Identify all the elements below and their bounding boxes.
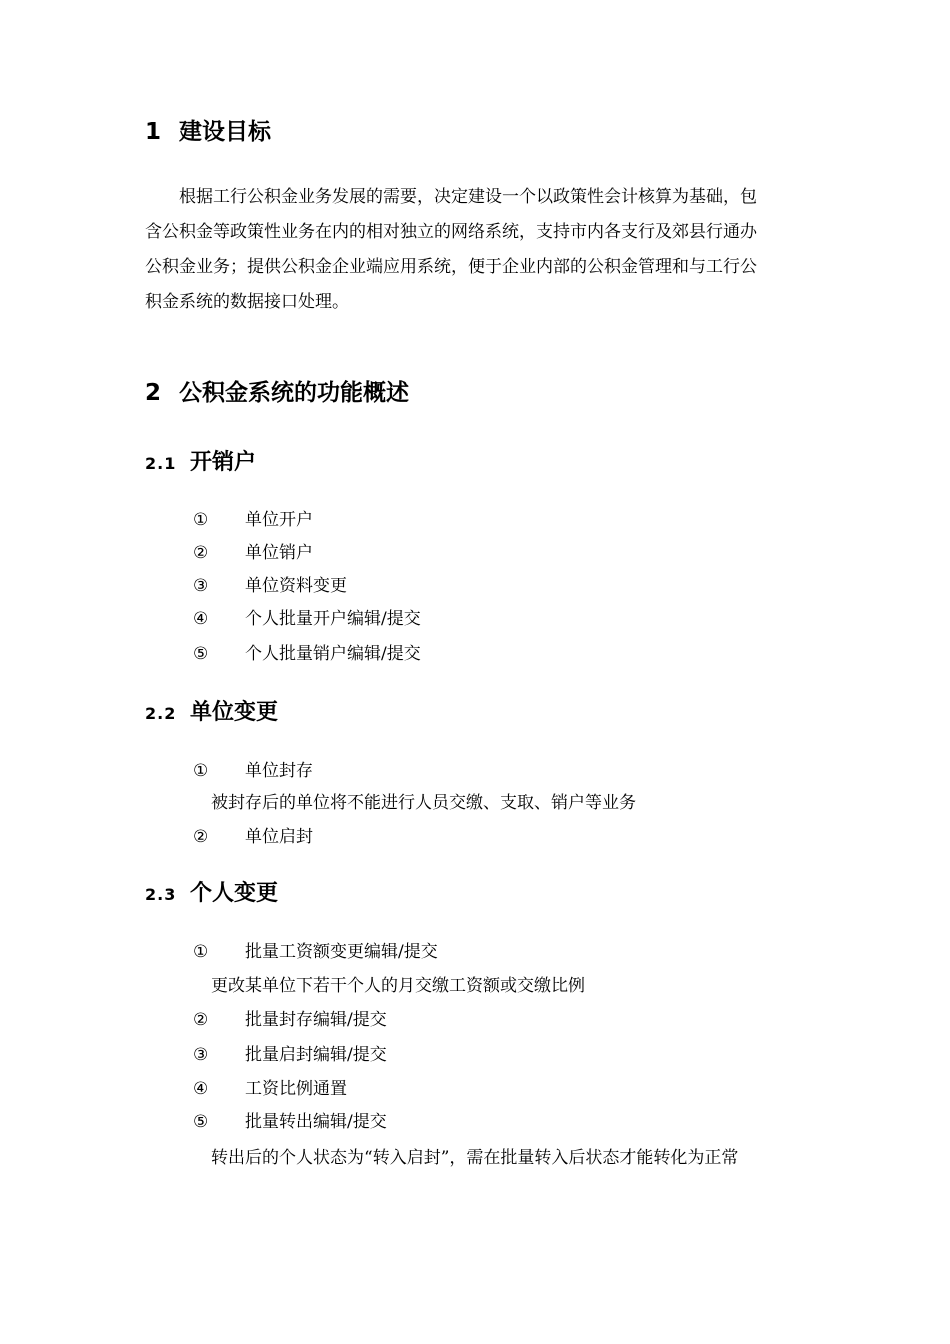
subsection-heading-2-1	[145, 449, 256, 478]
section-title: 建设目标	[179, 119, 271, 145]
subsection-title: 个人变更	[190, 881, 279, 906]
list-item-text: 个人批量开户编辑/提交	[245, 609, 421, 629]
section-heading-2	[145, 378, 409, 408]
section-number: 1	[145, 119, 162, 145]
subsection-title: 开销户	[190, 450, 257, 475]
list-marker: ①	[193, 942, 209, 962]
list-item	[193, 642, 421, 666]
list-item-note: 被封存后的单位将不能进行人员交缴、支取、销户等业务	[211, 793, 636, 813]
list-item	[193, 940, 438, 964]
section-1-paragraph: 根据工行公积金业务发展的需要，决定建设一个以政策性会计核算为基础，包含公积金等政策性业务在内的相对独立的网络系统，支持市内各支行及郊县行通办公积金业务；提供公积金企业端应用系统，便于企业内部的公积金管理和与工行公积金系统的数据接口处理。	[145, 187, 757, 312]
list-item-text: 批量封存编辑/提交	[245, 1010, 387, 1030]
list-item	[193, 1077, 347, 1101]
list-marker: ②	[193, 1010, 209, 1030]
list-marker: ①	[193, 510, 209, 530]
list-marker: ⑤	[193, 1112, 209, 1132]
list-item-text: 批量转出编辑/提交	[245, 1112, 387, 1132]
subsection-number: 2.2	[145, 704, 177, 723]
list-item-text: 单位封存	[245, 761, 313, 781]
subsection-title: 单位变更	[190, 700, 279, 725]
list-item	[193, 541, 313, 565]
list-item	[193, 825, 313, 849]
section-number: 2	[145, 380, 162, 406]
list-item-text: 单位资料变更	[245, 576, 347, 596]
subsection-heading-2-3	[145, 880, 278, 909]
list-item-note: 更改某单位下若干个人的月交缴工资额或交缴比例	[211, 976, 585, 996]
list-item-text: 个人批量销户编辑/提交	[245, 644, 421, 664]
list-item-text: 工资比例通置	[245, 1079, 347, 1099]
list-marker: ④	[193, 1079, 209, 1099]
list-item	[193, 1110, 387, 1134]
list-item-text: 单位销户	[245, 543, 313, 563]
list-item	[193, 574, 347, 598]
list-item-text: 单位开户	[245, 510, 313, 530]
list-marker: ⑤	[193, 644, 209, 664]
list-marker: ③	[193, 576, 209, 596]
list-item	[193, 607, 421, 631]
list-marker: ②	[193, 827, 209, 847]
list-item-text: 批量工资额变更编辑/提交	[245, 942, 438, 962]
list-item	[193, 508, 313, 532]
list-item	[193, 1008, 387, 1032]
list-marker: ③	[193, 1045, 209, 1065]
list-marker: ①	[193, 761, 209, 781]
subsection-heading-2-2	[145, 699, 278, 728]
list-item-note: 转出后的个人状态为“转入启封”，需在批量转入后状态才能转化为正常	[211, 1148, 739, 1168]
section-heading-1	[145, 117, 271, 147]
list-marker: ④	[193, 609, 209, 629]
list-item-text: 批量启封编辑/提交	[245, 1045, 387, 1065]
list-item	[193, 759, 313, 783]
section-title: 公积金系统的功能概述	[179, 380, 409, 406]
list-item	[193, 1043, 387, 1067]
list-item-text: 单位启封	[245, 827, 313, 847]
subsection-number: 2.1	[145, 454, 177, 473]
subsection-number: 2.3	[145, 885, 177, 904]
list-marker: ②	[193, 543, 209, 563]
